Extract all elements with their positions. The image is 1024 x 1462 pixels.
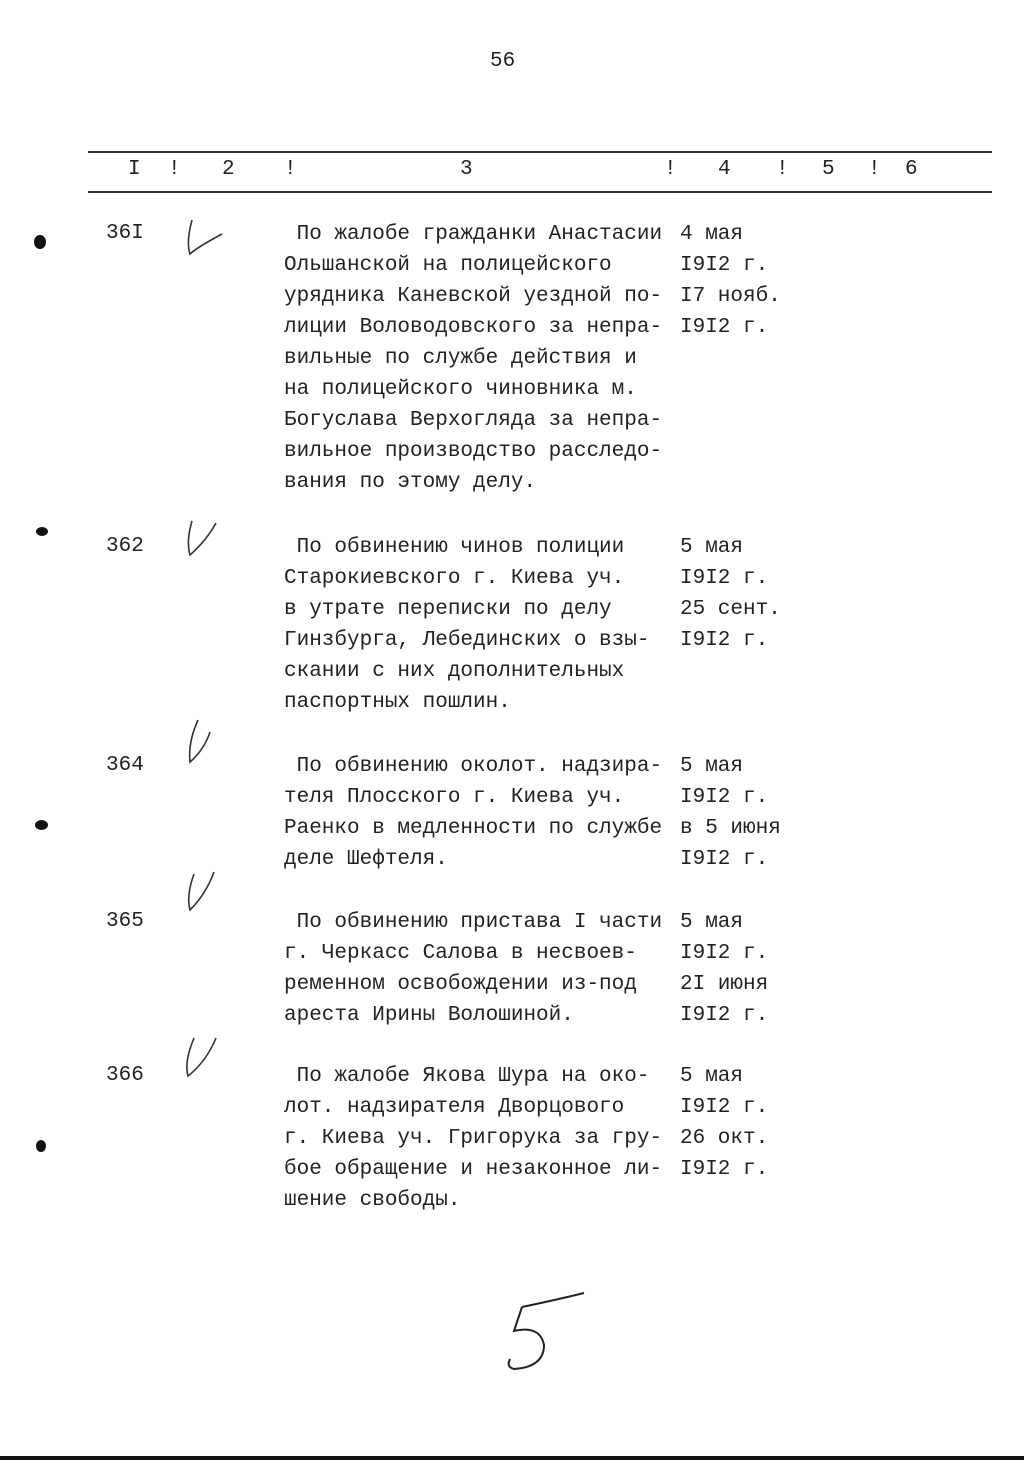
checkmark-icon [182, 872, 232, 922]
column-separator: ! [284, 158, 297, 181]
entry-date-line: в 5 июня [680, 817, 781, 840]
entry-description-line: По обвинению чинов полиции [284, 536, 625, 559]
entry-date-line: 5 мая [680, 1065, 744, 1088]
column-header-3: 3 [460, 158, 473, 181]
entry-date-line: 5 мая [680, 755, 744, 778]
entry-date-line: I9I2 г. [680, 567, 769, 590]
entry-date-line: I9I2 г. [680, 316, 769, 339]
entry-description-line: Ольшанской на полицейского [284, 254, 612, 277]
entry-description-line: лиции Воловодовского за непра- [284, 316, 663, 339]
column-separator: ! [868, 158, 881, 181]
entry-description-line: паспортных пошлин. [284, 691, 511, 714]
entry-number: 36I [106, 222, 144, 245]
entry-description-line: урядника Каневской уездной по- [284, 285, 663, 308]
entry-date-line: I9I2 г. [680, 1096, 769, 1119]
entry-description-line: Гинзбурга, Лебединских о взы- [284, 629, 650, 652]
entry-description-line: Богуслава Верхогляда за непра- [284, 409, 663, 432]
entry-date-line: 26 окт. [680, 1127, 769, 1150]
entry-date-line: I7 нояб. [680, 285, 781, 308]
column-header-6: 6 [905, 158, 918, 181]
entry-description-line: г. Киева уч. Григорука за гру- [284, 1127, 663, 1150]
checkmark-icon [182, 1034, 232, 1084]
column-header-5: 5 [822, 158, 835, 181]
punch-hole-mark [36, 527, 48, 536]
entry-date-line: I9I2 г. [680, 629, 769, 652]
entry-number: 362 [106, 535, 144, 558]
entry-description-line: По обвинению околот. надзира- [284, 755, 663, 778]
entry-description-line: вания по этому делу. [284, 471, 537, 494]
column-header-4: 4 [718, 158, 731, 181]
entry-description-line: лот. надзирателя Дворцового [284, 1096, 625, 1119]
checkmark-icon [182, 720, 232, 770]
punch-hole-mark [34, 235, 46, 249]
handwritten-page-mark [500, 1285, 600, 1380]
entry-description-line: на полицейского чиновника м. [284, 378, 637, 401]
bottom-edge-line [0, 1456, 1024, 1460]
entry-date-line: I9I2 г. [680, 848, 769, 871]
checkmark-icon [182, 212, 232, 262]
entry-description-line: ременном освобождении из-под [284, 973, 637, 996]
entry-description-line: Старокиевского г. Киева уч. [284, 567, 625, 590]
entry-description-line: вильные по службе действия и [284, 347, 637, 370]
entry-description-line: ареста Ирины Волошиной. [284, 1004, 574, 1027]
entry-description-line: в утрате переписки по делу [284, 598, 612, 621]
entry-date-line: 4 мая [680, 223, 744, 246]
checkmark-icon [182, 517, 232, 567]
column-separator: ! [168, 158, 181, 181]
entry-date-line: 5 мая [680, 536, 744, 559]
column-separator: ! [776, 158, 789, 181]
entry-date-line: I9I2 г. [680, 1004, 769, 1027]
entry-date-line: I9I2 г. [680, 942, 769, 965]
entry-description-line: теля Плосского г. Киева уч. [284, 786, 625, 809]
entry-description-line: деле Шефтеля. [284, 848, 448, 871]
entry-date-line: I9I2 г. [680, 786, 769, 809]
punch-hole-mark [35, 820, 48, 830]
entry-description-line: г. Черкасс Салова в несвоев- [284, 942, 637, 965]
entry-description-line: Раенко в медленности по службе [284, 817, 663, 840]
entry-date-line: I9I2 г. [680, 254, 769, 277]
header-bottom-rule [88, 191, 992, 193]
header-top-rule [88, 151, 992, 153]
punch-hole-mark [36, 1140, 46, 1152]
entry-date-line: 5 мая [680, 911, 744, 934]
column-separator: ! [664, 158, 677, 181]
entry-description-line: шение свободы. [284, 1189, 461, 1212]
entry-description-line: По жалобе гражданки Анастасии [284, 223, 663, 246]
entry-description-line: По обвинению пристава I части [284, 911, 663, 934]
entry-description-line: вильное производство расследо- [284, 440, 663, 463]
column-header-1: I [128, 158, 141, 181]
entry-date-line: 25 сент. [680, 598, 781, 621]
entry-number: 364 [106, 754, 144, 777]
entry-number: 366 [106, 1064, 144, 1087]
entry-date-line: I9I2 г. [680, 1158, 769, 1181]
entry-description-line: скании с них дополнительных [284, 660, 625, 683]
entry-description-line: бое обращение и незаконное ли- [284, 1158, 663, 1181]
entry-date-line: 2I июня [680, 973, 769, 996]
page-number: 56 [490, 50, 516, 73]
column-header-2: 2 [222, 158, 235, 181]
entry-number: 365 [106, 910, 144, 933]
entry-description-line: По жалобе Якова Шура на око- [284, 1065, 650, 1088]
